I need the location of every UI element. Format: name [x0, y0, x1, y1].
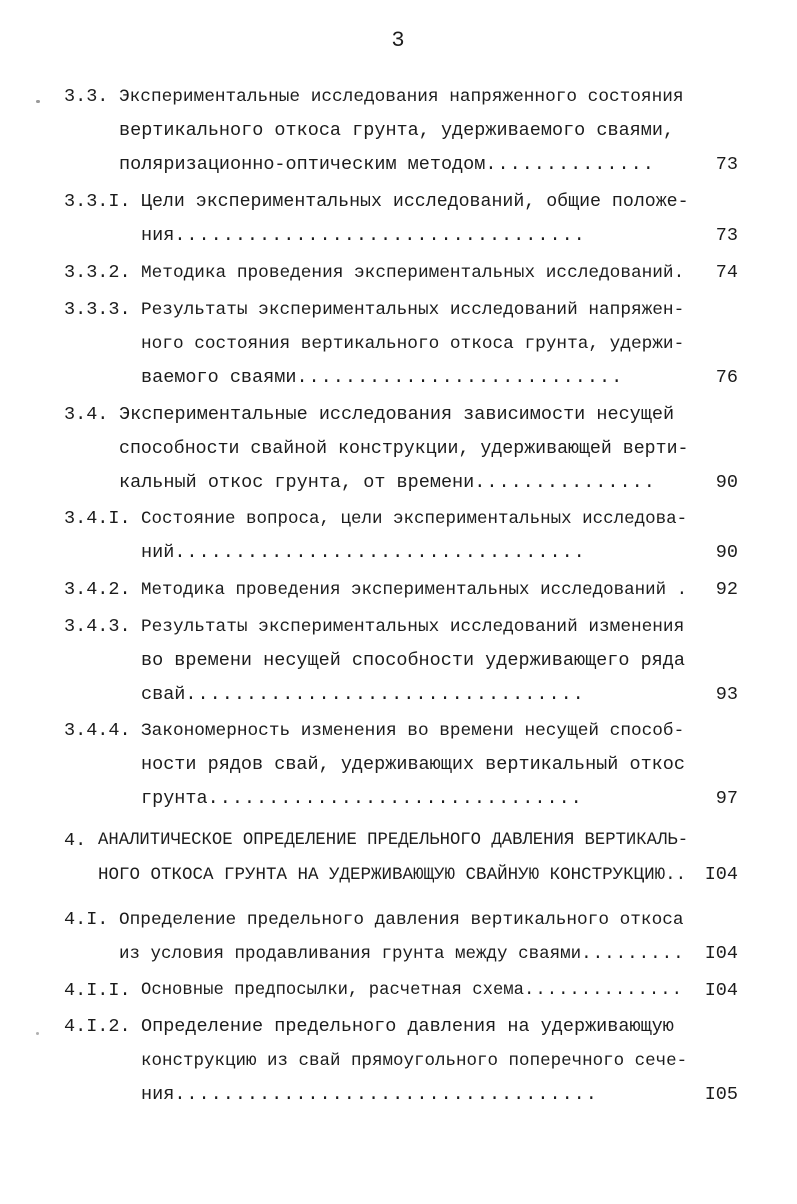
page-number: 3 [391, 28, 406, 53]
toc-page-number: 90 [715, 542, 738, 563]
toc-entry-text: кальный откос грунта, от времени [119, 472, 475, 493]
toc-entry-text: Состояние вопроса, цели экспериментальных исследова- [141, 509, 688, 529]
toc-entry-line [141, 978, 683, 1004]
toc-entry-text: Основные предпосылки, расчетная схема [141, 981, 525, 1000]
toc-entry-line [119, 941, 685, 967]
toc-entry-text: Методика проведения экспериментальных исследований . [141, 580, 688, 600]
toc-entry-text: вертикального откоса грунта, удерживаемого сваями, [119, 120, 675, 141]
toc-entry-text: способности свайной конструкции, удерживающей верти- [119, 439, 689, 459]
toc-entry-number: 4. [64, 830, 87, 851]
toc-entry-line [98, 828, 688, 854]
toc-entry-line [141, 297, 684, 323]
toc-page-number: 93 [715, 684, 738, 705]
toc-entry-text: из условия продавливания грунта между сваями [119, 944, 582, 964]
toc-entry-line [141, 189, 689, 215]
toc-page-number: 73 [715, 225, 738, 246]
toc-entry-text: Методика проведения экспериментальных исследований. [141, 263, 685, 283]
toc-entry-line [141, 718, 684, 744]
toc-entry-number: 3.4. [64, 404, 109, 425]
toc-entry-text: ваемого сваями [141, 367, 297, 388]
toc-page-number: 92 [715, 579, 738, 600]
toc-entry-number: 3.4.2. [64, 579, 131, 600]
toc-entry-line [119, 470, 656, 496]
toc-entry-line [141, 786, 583, 812]
toc-entry-text: НОГО ОТКОСА ГРУНТА НА УДЕРЖИВАЮЩУЮ СВАЙНУЮ КОНСТРУКЦИЮ.. [98, 865, 687, 885]
toc-entry-text: конструкцию из свай прямоугольного поперечного сече- [141, 1051, 688, 1071]
toc-leader-dots: .............. [485, 154, 655, 175]
toc-entry-line [141, 682, 585, 708]
toc-page-number: I04 [704, 980, 738, 1001]
toc-entry-number: 3.3. [64, 86, 109, 107]
toc-entry-text: ности рядов свай, удерживающих вертикальный откос [141, 754, 685, 775]
toc-entry-number: 3.4.3. [64, 616, 131, 637]
toc-entry-line [141, 540, 586, 566]
toc-entry-text: Экспериментальные исследования напряженного состояния [119, 87, 684, 107]
toc-entry-text: во времени несущей способности удерживающего ряда [141, 650, 685, 671]
toc-entry-line [141, 260, 684, 286]
toc-leader-dots: ............................... [207, 788, 583, 809]
toc-leader-dots: ................................... [174, 1084, 598, 1105]
toc-entry-text: свай [141, 684, 186, 705]
toc-entry-line [141, 331, 684, 357]
toc-entry-line [141, 752, 685, 778]
toc-page-number: 73 [715, 154, 738, 175]
toc-entry-number: 3.4.I. [64, 508, 131, 529]
toc-entry-line [119, 907, 684, 933]
toc-entry-text: ного состояния вертикального откоса грунта, удержи- [141, 334, 685, 354]
toc-entry-text: ния [141, 225, 175, 246]
toc-leader-dots: .............. [524, 981, 683, 1000]
toc-leader-dots: .................................. [174, 225, 586, 246]
toc-entry-line [119, 84, 684, 110]
toc-entry-text: АНАЛИТИЧЕСКОЕ ОПРЕДЕЛЕНИЕ ПРЕДЕЛЬНОГО ДАВЛЕНИЯ ВЕРТИКАЛЬ- [98, 831, 689, 850]
toc-entry-line [141, 648, 685, 674]
toc-entry-text: Цели экспериментальных исследований, общие положе- [141, 192, 689, 212]
toc-entry-text: Определение предельного давления на удерживающую [141, 1016, 674, 1037]
toc-page-number: 90 [715, 472, 738, 493]
toc-entry-number: 3.3.3. [64, 299, 131, 320]
toc-entry-number: 3.3.I. [64, 191, 131, 212]
toc-entry-line [141, 365, 623, 391]
toc-entry-text: ний [141, 542, 175, 563]
toc-entry-number: 3.4.4. [64, 720, 131, 741]
toc-page-number: I04 [704, 943, 738, 964]
toc-entry-number: 4.I. [64, 909, 109, 930]
toc-entry-line [141, 506, 687, 532]
toc-entry-text: Экспериментальные исследования зависимости несущей [119, 404, 675, 425]
toc-entry-text: Определение предельного давления вертикального откоса [119, 910, 684, 930]
toc-page-number: 76 [715, 367, 738, 388]
toc-entry-text: грунта [141, 788, 208, 809]
toc-entry-line [98, 862, 686, 888]
toc-entry-number: 4.I.I. [64, 980, 131, 1001]
toc-entry-number: 3.3.2. [64, 262, 131, 283]
toc-entry-text: Результаты экспериментальных исследований напряжен- [141, 300, 685, 320]
toc-leader-dots: .................................. [174, 542, 586, 563]
toc-page-number: 74 [715, 262, 738, 283]
margin-speck [36, 1032, 39, 1035]
toc-entry-text: поляризационно-оптическим методом [119, 154, 486, 175]
toc-leader-dots: ............... [474, 472, 656, 493]
toc-leader-dots: ................................. [185, 684, 585, 705]
toc-page-number: I05 [704, 1084, 738, 1105]
toc-entry-line [119, 152, 655, 178]
toc-entry-line [141, 1048, 687, 1074]
toc-leader-dots: ........................... [296, 367, 624, 388]
toc-entry-text: Закономерность изменения во времени несущей способ- [141, 721, 685, 741]
toc-entry-line [119, 436, 689, 462]
toc-entry-line [119, 118, 674, 144]
toc-entry-line [119, 402, 674, 428]
toc-entry-text: Результаты экспериментальных исследований изменения [141, 617, 685, 637]
toc-entry-line [141, 614, 684, 640]
toc-entry-line [141, 577, 687, 603]
toc-page-number: I04 [704, 864, 738, 885]
margin-speck [36, 100, 40, 103]
toc-entry-line [141, 223, 586, 249]
toc-entry-line [141, 1014, 674, 1040]
toc-entry-text: ния [141, 1084, 175, 1105]
toc-leader-dots: ......... [581, 944, 685, 964]
toc-page-number: 97 [715, 788, 738, 809]
toc-entry-line [141, 1082, 598, 1108]
toc-entry-number: 4.I.2. [64, 1016, 131, 1037]
